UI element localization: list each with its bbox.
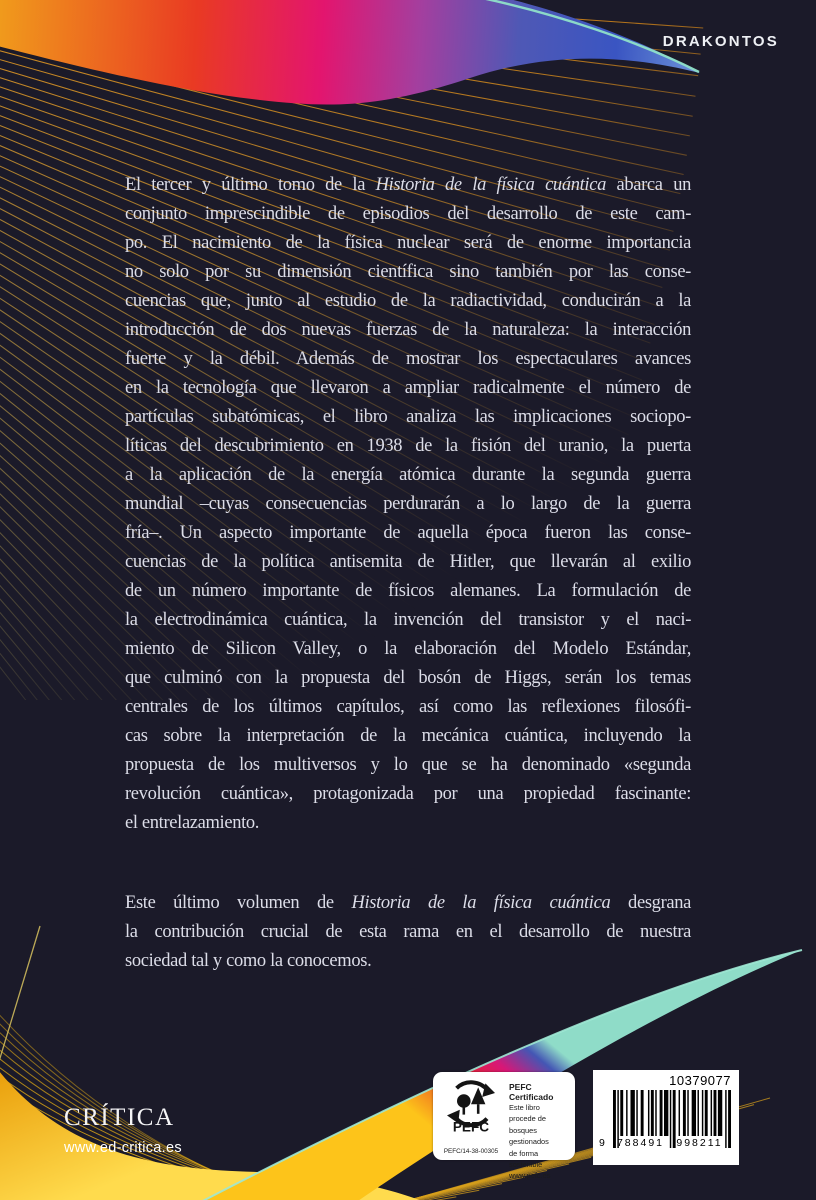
collection-name: DRAKONTOS [662, 33, 779, 50]
text-line: El tercer y último tomo de la Historia de la física cuántica abarca un [125, 175, 691, 195]
text-line: a la aplicación de la energía atómica durante la segunda guerra [125, 465, 691, 485]
barcode-ean-digits: 9 788491 998211 [599, 1137, 723, 1149]
rainbow-swoosh-top [0, 0, 700, 105]
text-line: partículas subatómicas, el libro analiza las implicaciones sociopo- [125, 407, 691, 427]
pefc-logo-icon [442, 1077, 500, 1133]
publisher-website: www.ed-critica.es [64, 1140, 182, 1156]
pefc-title: PEFC Certificado [509, 1082, 554, 1102]
text-line: fría–. Un aspecto importante de aquella época fueron las conse- [125, 523, 691, 543]
pefc-code: PEFC/14-38-00305 [443, 1148, 499, 1155]
text-line: Este último volumen de Historia de la física cuántica desgrana [125, 893, 691, 913]
text-line: introducción de dos nuevas fuerzas de la naturaleza: la interacción [125, 320, 691, 340]
barcode-box [593, 1070, 739, 1165]
text-line: la electrodinámica cuántica, la invención del transistor y el naci- [125, 610, 691, 630]
text-line: fuerte y la débil. Además de mostrar los espectaculares avances [125, 349, 691, 369]
text-line: la contribución crucial de esta rama en el desarrollo de nuestra [125, 922, 691, 942]
text-line: no solo por su dimensión científica sino también por las conse- [125, 262, 691, 282]
text-line: conjunto imprescindible de episodios del desarrollo de este cam- [125, 204, 691, 224]
publisher-logo: CRÍTICA [64, 1104, 175, 1131]
text-line: en la tecnología que llevaron a ampliar radicalmente el número de [125, 378, 691, 398]
text-line: miento de Silicon Valley, o la elaboración del Modelo Estándar, [125, 639, 691, 659]
pefc-description: Este libro procede de bosques gestionados de forma sostenible [509, 1103, 549, 1170]
text-line: el entrelazamiento. [125, 813, 260, 833]
pefc-website: www.pefc.es [509, 1170, 551, 1180]
text-line: sociedad tal y como la conocemos. [125, 951, 372, 971]
text-line: po. El nacimiento de la física nuclear será de enorme importancia [125, 233, 691, 253]
pefc-certification-box [433, 1072, 575, 1180]
text-line: de un número importante de físicos alemanes. La formulación de [125, 581, 691, 601]
barcode-top-number: 10379077 [669, 1073, 731, 1088]
text-line: revolución cuántica», protagonizada por una propiedad fascinante: [125, 784, 691, 804]
text-line: mundial –cuyas consecuencias perdurarán a lo largo de la guerra [125, 494, 691, 514]
text-line: propuesta de los multiversos y lo que se ha denominado «segunda [125, 755, 691, 775]
text-line: cuencias de la política antisemita de Hitler, que llevarán al exilio [125, 552, 691, 572]
svg-text:PEFC: PEFC [452, 1119, 490, 1133]
synopsis-paragraph-1 [125, 171, 691, 838]
synopsis-paragraph-2 [125, 889, 691, 976]
text-line: cuencias que, junto al estudio de la radiactividad, conducirán a la [125, 291, 691, 311]
text-line: centrales de los últimos capítulos, así como las reflexiones filosófi- [125, 697, 691, 717]
text-line: cas sobre la interpretación de la mecánica cuántica, incluyendo la [125, 726, 691, 746]
text-line: que culminó con la propuesta del bosón de Higgs, serán los temas [125, 668, 691, 688]
text-line: líticas del descubrimiento en 1938 de la fisión del uranio, la puerta [125, 436, 691, 456]
